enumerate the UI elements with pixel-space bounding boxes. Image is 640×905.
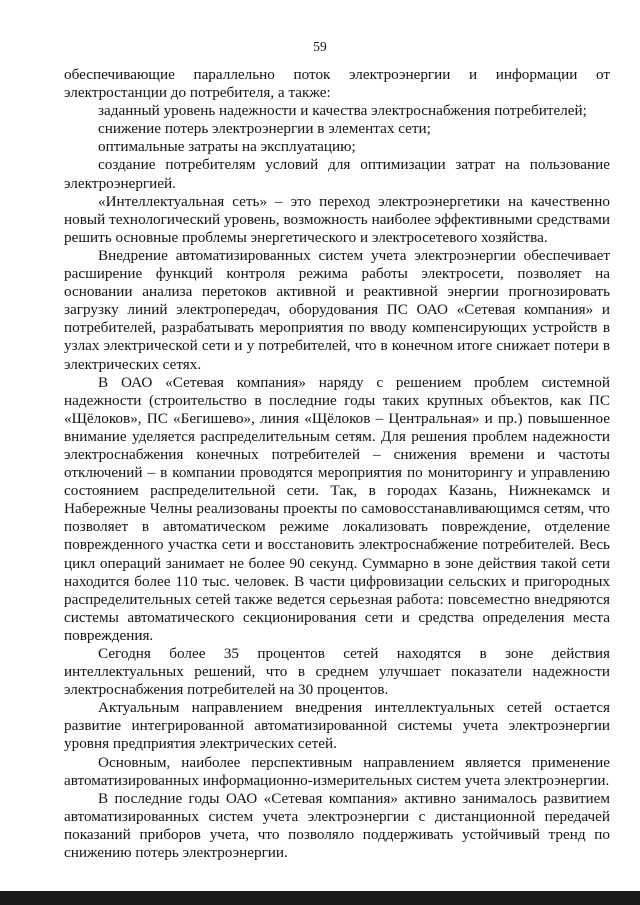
- paragraph-network-company: В ОАО «Сетевая компания» наряду с решением проблем системной надежности (строительство в последние годы таких крупных объектов, как ПС «Щёлоков», ПС «Бегишево», линия «Щёлоков – Центральная» и пр.) повышенное внимание уделяется распределительным сетям. Для решения проблем надежности электроснабжения конечных потребителей – снижения времени и частоты отключений – в компании проводятся мероприятия по мониторингу и управлению состоянием распределительной сети. Так, в городах Казань, Нижнекамск и Набережные Челны реализованы проекты по самовосстанавливающимся сетям, что позволяет в автоматическом режиме локализовать повреждение, отделение поврежденного участка сети и восстановить электроснабжение потребителей. Весь цикл операций занимает не более 90 секунд. Суммарно в зоне действия такой сети находится более 110 тыс. человек. В части цифровизации сельских и пригородных распределительных сетей также ведется серьезная работа: повсеместно внедряются системы автоматического секционирования сети и средства определения места повреждения.: [64, 373, 610, 644]
- scan-border: [0, 891, 640, 905]
- page-number: 59: [313, 39, 327, 54]
- paragraph-smart-grid: «Интеллектуальная сеть» – это переход электроэнергетики на качественно новый технологический уровень, возможность наиболее эффективными средствами решить основные проблемы энергетического и электросетевого хозяйства.: [64, 192, 610, 246]
- paragraph-main-direction: Основным, наиболее перспективным направлением является применение автоматизированных информационно-измерительных систем учета электроэнергии.: [64, 753, 610, 789]
- list-item-reliability: заданный уровень надежности и качества электроснабжения потребителей;: [98, 102, 587, 120]
- paragraph-recent-years: В последние годы ОАО «Сетевая компания» активно занималось развитием автоматизированных систем учета электроэнергии с дистанционной передачей показаний приборов учета, что позволяло поддерживать устойчивый тренд по снижению потерь электроэнергии.: [64, 789, 610, 862]
- body-text: [64, 66, 610, 862]
- list-item-costs: оптимальные затраты на эксплуатацию;: [98, 138, 356, 156]
- paragraph-actual-direction: Актуальным направлением внедрения интеллектуальных сетей остается развитие интегрированной автоматизированной системы учета электроэнергии уровня предприятия электрических сетей.: [64, 699, 610, 753]
- list-item-optimization: создание потребителям условий для оптимизации затрат на пользование электроэнергией.: [64, 156, 610, 192]
- paragraph-metering: Внедрение автоматизированных систем учета электроэнергии обеспечивает расширение функций контроля режима работы электросети, позволяет на основании анализа перетоков активной и реактивной энергии прогнозировать загрузку линий электропередач, оборудования ПС ОАО «Сетевая компания» и потребителей, разрабатывать мероприятия по вводу компенсирующих устройств в узлах электрической сети и у потребителей, что в конечном итоге снижает потери в электрических сетях.: [64, 246, 610, 373]
- paragraph-today: Сегодня более 35 процентов сетей находятся в зоне действия интеллектуальных решений, что в среднем улучшает показатели надежности электроснабжения потребителей на 30 процентов.: [64, 645, 610, 699]
- list-item-losses: снижение потерь электроэнергии в элементах сети;: [98, 120, 431, 138]
- paragraph-intro: обеспечивающие параллельно поток электроэнергии и информации от электростанции до потребителя, а также:: [64, 66, 610, 102]
